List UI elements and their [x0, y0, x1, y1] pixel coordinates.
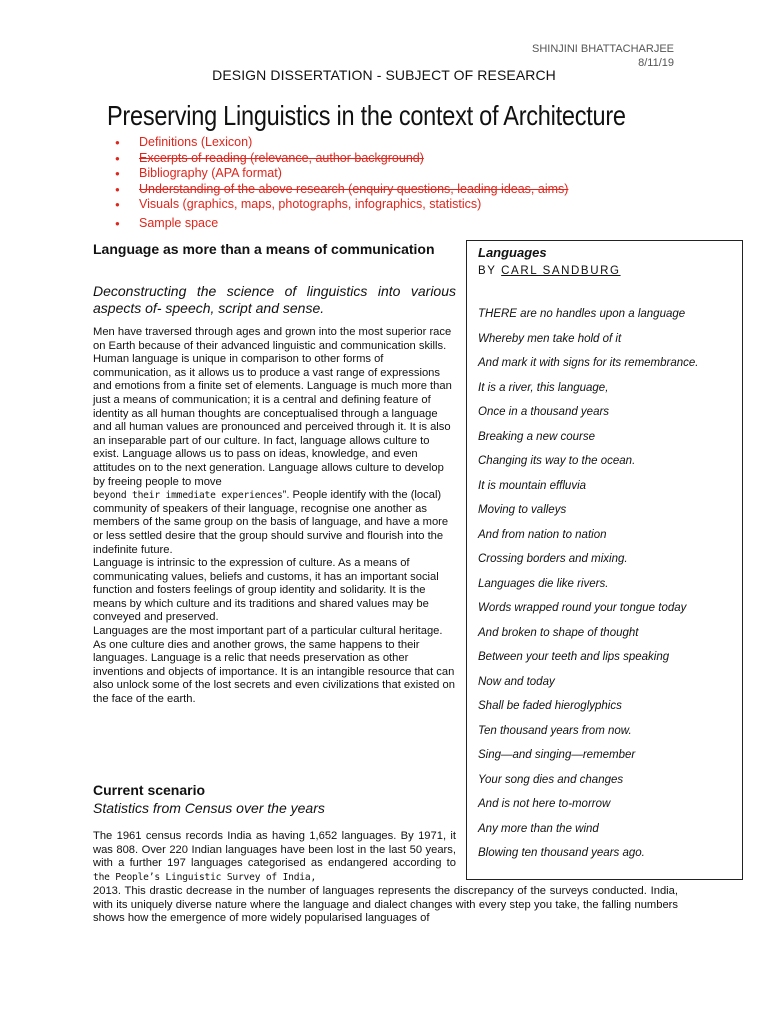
poem-lines — [478, 307, 699, 871]
poem-line: It is a river, this language, — [478, 381, 609, 394]
poem-line: And is not here to-morrow — [478, 798, 611, 810]
poem-line: Languages die like rivers. — [478, 577, 609, 590]
document-title: DESIGN DISSERTATION - SUBJECT OF RESEARCH — [212, 67, 556, 83]
poem-line: Whereby men take hold of it — [478, 332, 622, 345]
poem-line: Your song dies and changes — [478, 773, 624, 786]
body-paragraph: Men have traversed through ages and grown into the most superior race on Earth because of their advanced linguistic and communication skills. Human language is unique in comparison to other forms of communication, as it allows us to produce a vast range of expressions and emotions from a finite set of elements. Language is much more than just a means of communication; it is a central and defining feature of identity as all human thoughts are conceptualised through a language and all human values are pronounced and perceived through it. It is also an inseparable part of our culture. In fact, language allows culture to exist. Language allows us to pass on ideas, knowledge, and even attitudes on to the next generation. Language allows culture to develop by freeing people to move beyond their immediate experiences”. People identify with the (local) community of speakers of their language, recognise one another as members of the same group on the basis of language, and have a more or less settled desire that the group should survive and flourish into the indefinite future. — [93, 326, 452, 556]
research-checklist — [115, 135, 568, 231]
poem-line: Words wrapped round your tongue today — [478, 602, 687, 614]
poem-line: Between your teeth and lips speaking — [478, 651, 670, 663]
poem-line: Sing—and singing—remember — [478, 749, 636, 761]
page-title: Preserving Linguistics in the context of Architecture — [107, 100, 626, 131]
poem-line: And from nation to nation — [478, 528, 607, 541]
checklist-item: ● Bibliography (APA format) — [115, 166, 568, 182]
body-paragraph: Language is intrinsic to the expression of culture. As a means of communicating values, beliefs and customs, it has an important social function and fosters feelings of group identity and solidarity. It is the means by which culture and its traditions and shared values may be conveyed and preserved. — [93, 557, 439, 624]
poem-line: Breaking a new course — [478, 430, 595, 443]
poem-line: Any more than the wind — [478, 822, 599, 835]
poem-line: And mark it with signs for its remembrance. — [478, 357, 699, 369]
author-block — [532, 42, 674, 70]
poem-line: Shall be faded hieroglyphics — [478, 700, 622, 712]
checklist-item: ● Understanding of the above research (enquiry questions, leading ideas, aims) — [115, 182, 568, 198]
checklist-item: ● Visuals (graphics, maps, photographs, infographics, statistics) — [115, 197, 568, 213]
poem-byline: BY CARL SANDBURG — [478, 265, 621, 277]
census-survey-fragment: the People’s Linguistic Survey of India, — [93, 871, 317, 883]
body-quote-fragment: beyond their immediate experiences — [93, 490, 283, 502]
poem-line: And broken to shape of thought — [478, 626, 639, 639]
section-body — [93, 326, 456, 707]
poem-title: Languages — [478, 245, 547, 260]
document-date: 8/11/19 — [638, 57, 674, 69]
author-name: SHINJINI BHATTACHARJEE — [532, 43, 674, 55]
census-paragraph: The 1961 census records India as having 1,652 languages. By 1971, it was 808. Over 220 Indian languages have been lost in the last 50 years, with a further 197 languages categorised as endangered according to the People’s Linguistic Survey of India, — [93, 830, 456, 883]
current-scenario-subheading: Statistics from Census over the years — [93, 800, 325, 816]
poem-line: THERE are no handles upon a language — [478, 308, 686, 320]
poem-author-link[interactable]: CARL SANDBURG — [501, 265, 621, 277]
poem-line: Changing its way to the ocean. — [478, 455, 636, 467]
checklist-item: ● Definitions (Lexicon) — [115, 135, 568, 151]
poem-line: Once in a thousand years — [478, 406, 610, 418]
poem-line: It is mountain effluvia — [478, 479, 587, 492]
census-paragraph-continued: 2013. This drastic decrease in the number of languages represents the discrepancy of the surveys conducted. India, with its uniquely diverse nature where the language and dialect changes with every step you take, the falling numbers shows how the emergence of more widely popularised languages of — [93, 885, 678, 925]
poem-line: Crossing borders and mixing. — [478, 553, 628, 565]
poem-line: Now and today — [478, 675, 555, 688]
current-scenario-heading: Current scenario — [93, 782, 206, 798]
poem-line: Ten thousand years from now. — [478, 724, 632, 737]
checklist-item: ● Sample space — [115, 216, 568, 232]
poem-line: Blowing ten thousand years ago. — [478, 847, 645, 859]
checklist-item: ● Excerpts of reading (relevance, author background) — [115, 151, 568, 167]
poem-line: Moving to valleys — [478, 504, 567, 516]
section-subheading: Deconstructing the science of linguistics into various aspects of- speech, script and sense. — [93, 283, 456, 316]
section-heading: Language as more than a means of communication — [93, 241, 435, 257]
body-paragraph: Languages are the most important part of a particular cultural heritage. As one culture dies and another grows, the same happens to their languages. Language is a relic that needs preservation as other inventions and objects of importance. It is an intangible resource that can also unlock some of the lost secrets and even civilizations that existed on the face of the earth. — [93, 625, 455, 706]
